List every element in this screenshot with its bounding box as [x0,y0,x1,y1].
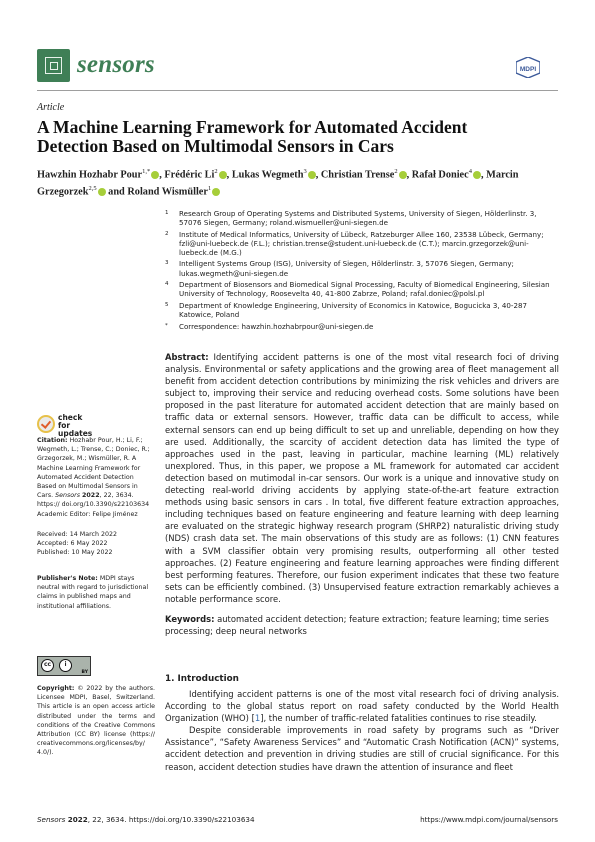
affiliations [165,209,557,333]
journal-logo-icon [37,49,70,82]
orcid-icon[interactable] [219,171,227,179]
check-for-updates-button[interactable] [37,413,97,438]
orcid-icon[interactable] [212,188,220,196]
affiliation-item: 3 Intelligent Systems Group (ISG), University of Siegen, Hölderlinstr. 3, 57076 Siegen, Germany; lukas.wegmeth@uni-siegen.de [165,259,514,278]
author-name[interactable]: Marcin Grzegorzek [37,169,519,198]
author-name[interactable]: Rafał Doniec [411,169,469,181]
affiliation-item: 4 Department of Biosensors and Biomedical Signal Processing, Faculty of Biomedical Engineering, Silesian University of Technology, Roosevelta 40, 41-800 Zabrze, Poland; rafal.doniec@polsl.pl [165,280,550,299]
orcid-icon[interactable] [473,171,481,179]
svg-text:MDPI: MDPI [519,66,537,73]
check-updates-label: check for updates [58,413,93,438]
author-name[interactable]: Lukas Wegmeth [231,169,304,181]
keywords-text: automated accident detection; feature extraction; feature learning; time series processing; deep neural networks [165,614,549,636]
author-name[interactable]: Christian Trense [320,169,395,181]
cc-by-license-icon[interactable]: cc i BY [37,656,91,676]
section-heading: 1. Introduction [165,674,239,684]
publication-dates [37,530,155,558]
accepted-date: Accepted: 6 May 2022 [37,540,108,548]
author-name[interactable]: Frédéric Li [164,169,215,181]
affiliation-item: 1 Research Group of Operating Systems and Distributed Systems, University of Siegen, Hölderlinstr. 3, 57076 Siegen, Germany; roland.wismueller@uni-siegen.de [165,209,537,228]
reference-link[interactable]: 1 [254,713,261,724]
abstract [165,351,559,605]
introduction-body [165,688,559,773]
copyright: Copyright: © 2022 by the authors. Licensee MDPI, Basel, Switzerland. This article is an open access article distributed under the terms and conditions of the Creative Commons Attribution (CC BY) license (https:// creativecommons.org/licenses/by/ 4.0/). [37,685,155,757]
cc-icon: cc [41,659,54,672]
page-footer [37,815,558,824]
affiliation-item: 5 Department of Knowledge Engineering, University of Economics in Katowice, Bogucicka 3, 40-287 Katowice, Poland [165,300,527,319]
footer-citation: Sensors 2022, 22, 3634. https://doi.org/10.3390/s22103634 [37,815,255,824]
keywords-label: Keywords: [165,614,215,624]
orcid-icon[interactable] [308,171,316,179]
attribution-icon: i [59,659,72,672]
affiliation-item: 2 Institute of Medical Informatics, University of Lübeck, Ratzeburger Allee 160, 23538 Lübeck, Germany; fzli@uni-luebeck.de (F.L.); christian.trense@student.uni-luebeck.de (C.T.); marcin.grzegorzek@uni-luebeck.de (M.G.) [165,229,544,257]
author-name[interactable]: Roland Wismüller [127,186,208,198]
orcid-icon[interactable] [151,171,159,179]
received-date: Received: 14 March 2022 [37,531,118,538]
paragraph: Identifying accident patterns is one of the most vital research foci of driving analysis. According to the global status report on road safety conducted by the World Health Organization (WHO) [1], the number of traffic-related fatalities continues to rise steadily. [165,689,559,724]
abstract-label: Abstract: [165,352,209,362]
orcid-icon[interactable] [98,188,106,196]
keywords [165,613,559,637]
journal-name: sensors [77,51,155,78]
doi-link[interactable]: , 22, 3634. https:// doi.org/10.3390/s22103634 [37,492,150,509]
mdpi-logo-icon [516,57,540,78]
article-type: Article [37,102,65,113]
publisher-note: Publisher's Note: MDPI stays neutral with regard to jurisdictional claims in published maps and institutional affiliations. [37,575,149,610]
header-divider [37,90,558,91]
paragraph: Despite considerable improvements in road safety by programs such as “Driver Assistance”, “Safety Awareness Services” and “Automatic Crash Notification (ACN)” systems, accident detection and prevention in driving studies are still of crucial significance. For this reason, accident detection studies have drawn the attention of insurance and fleet [165,725,559,772]
academic-editor: Academic Editor: Felipe Jiménez [37,511,138,518]
journal-url-link[interactable]: https://www.mdpi.com/journal/sensors [420,815,558,824]
published-date: Published: 10 May 2022 [37,549,113,557]
article-title: A Machine Learning Framework for Automated Accident Detection Based on Multimodal Sensors in Cars [37,117,468,156]
citation: Citation: Hozhabr Pour, H.; Li, F.; Wegmeth, L.; Trense, C.; Doniec, R.; Grzegorzek, M.; Wismüller, R. A Machine Learning Framework for Automated Accident Detection Based on Multimodal Sensors in Cars. Sensors 2022, 22, 3634. https:// doi.org/10.3390/s22103634 [37,437,150,509]
author-name[interactable]: Hawzhin Hozhabr Pour [37,169,143,181]
author-list: Hawzhin Hozhabr Pour$^{1,*}$ , Frédéric Li$^2$ , Lukas Wegmeth$^3$ , Christian Trense$^2$ , Rafał Doniec$^4$ , Marcin Grzegorzek$^{2,5}$ and Roland Wismüller$^1$ [37,168,519,198]
orcid-icon[interactable] [399,171,407,179]
correspondence: * Correspondence: hawzhin.hozhabrpour@uni-siegen.de [165,321,374,331]
abstract-text: Identifying accident patterns is one of the most vital research foci of driving analysis. Environmental or safety applications and the growing area of fleet management all benefit from accident detection contributions by minimizing the risk vehicles and drivers are subject to, improving their service and reducing overhead costs. Some solutions have been proposed in the past literature for automated accident detection that are mainly based on traffic data or external sensors. However, traffic data can be difficult to access, while external sensors can end up being difficult to set up and unreliable, depending on how they are used. Additionally, the scarcity of accident detection data has limited the type of approaches used in the past, leaving in particular, machine learning (ML) relatively unexplored. Thus, in this paper, we propose a ML framework for automated car accident detection based on mutimodal in-car sensors. Our work is a unique and innovative study on detecting real-world driving accidents by applying state-of-the-art feature extraction methods using basic sensors in cars . In total, five different feature extraction approaches, including techniques based on feature engineering and feature learning with deep learning are evaluated on the strategic highway research program (SHRP2) naturalistic driving study (NDS) crash data set. The main observations of this study are as follows: (1) CNN features with a SVM classifier obtain very promising results, outperforming all other tested approaches. (2) Feature engineering and feature learning approaches were finding different best performing features. Therefore, our fusion experiment indicates that these two feature sets can be efficiently combined. (3) Unsupervised feature extraction remarkably achieves a notable performance score. [165,352,559,604]
check-updates-icon [37,415,55,433]
